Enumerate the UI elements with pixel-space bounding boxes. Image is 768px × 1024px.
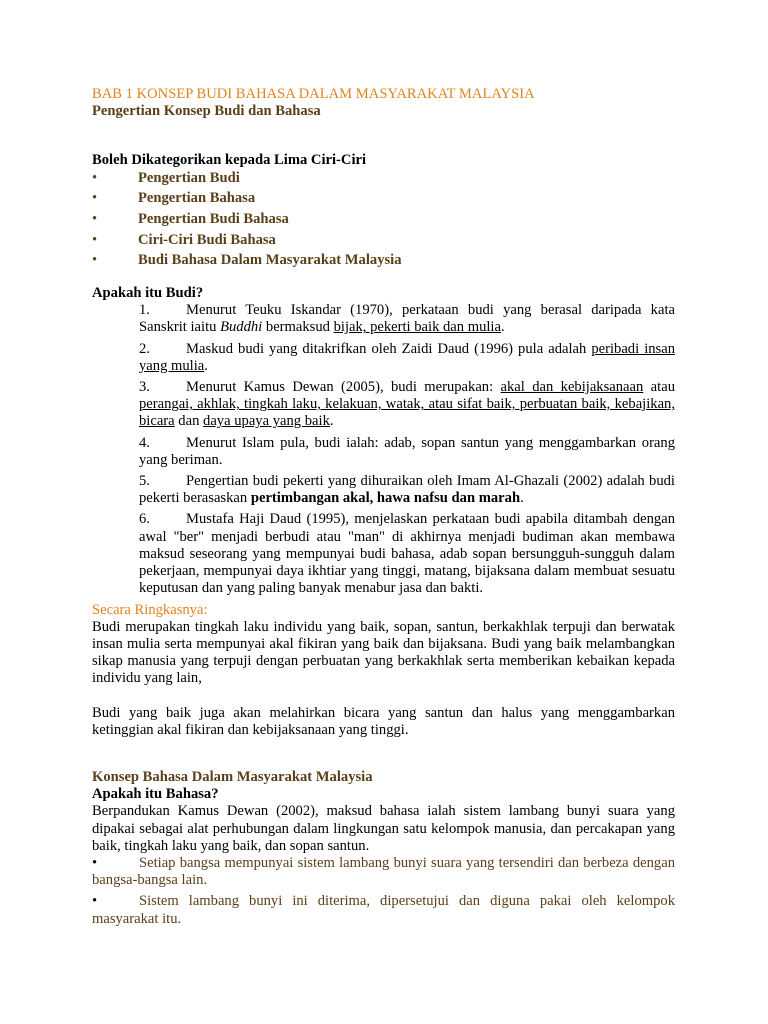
- bullet-icon: •: [92, 231, 98, 248]
- item-text: Maskud budi yang ditakrifkan oleh Zaidi Daud (1996) pula adalah: [186, 340, 592, 357]
- item-number: 5.: [139, 473, 150, 490]
- list-item: • Pengertian Budi Bahasa: [92, 210, 289, 227]
- bullet-icon: •: [92, 169, 98, 186]
- item-number: 3.: [139, 379, 150, 396]
- document-subtitle: Pengertian Konsep Budi dan Bahasa: [92, 103, 321, 120]
- list-item: • Ciri-Ciri Budi Bahasa: [92, 231, 276, 248]
- budi-item-4: [139, 435, 675, 469]
- budi-heading: Apakah itu Budi?: [92, 285, 204, 302]
- bullet-icon: •: [92, 252, 98, 269]
- item-text: Mustafa Haji Daud (1995), menjelaskan perkataan budi apabila ditambah dengan awal "ber" menjadi berbudi atau "man" di akhirnya menjadi budiman akan membawa maksud seseorang yang mempunyai budi bahasa, adab sopan bersungguh-sungguh dalam pekerjaan, mempunyai daya ikhtiar yang tinggi, matang, bijaksana dalam membuat sesuatu keputusan dan yang paling banyak menabur jasa dan bakti.: [139, 511, 675, 597]
- item-text: dan: [174, 413, 204, 430]
- item-number: 6.: [139, 511, 150, 528]
- budi-item-1: [139, 302, 675, 336]
- budi-item-3: [139, 379, 675, 431]
- bullet-icon: •: [92, 210, 98, 227]
- list-item: • Budi Bahasa Dalam Masyarakat Malaysia: [92, 252, 402, 269]
- item-text: .: [204, 357, 208, 374]
- budi-item-6: [139, 511, 675, 597]
- budi-item-2: [139, 341, 675, 375]
- item-text: atau: [643, 379, 675, 396]
- item-number: 4.: [139, 434, 150, 451]
- budi-item-5: [139, 473, 675, 507]
- item-number: 1.: [139, 302, 150, 319]
- categories-heading: Boleh Dikategorikan kepada Lima Ciri-Ciri: [92, 152, 367, 169]
- list-item: • Pengertian Bahasa: [92, 190, 256, 207]
- item-text: Buddhi: [220, 319, 263, 336]
- bullet-icon: •: [92, 190, 98, 207]
- summary-paragraph-2: Budi yang baik juga akan melahirkan bicara yang santun dan halus yang menggambarkan ketinggian akal fikiran dan kebijaksanaan yang tinggi.: [92, 704, 675, 738]
- list-item: • Pengertian Budi: [92, 169, 240, 186]
- item-text: peribadi insan yang mulia: [139, 340, 675, 374]
- bullet-icon: •: [92, 893, 98, 910]
- bahasa-heading: Apakah itu Bahasa?: [92, 786, 219, 803]
- list-item: • Sistem lambang bunyi ini diterima, dipersetujui dan diguna pakai oleh kelompok masyarakat itu.: [92, 893, 675, 927]
- summary-heading: Secara Ringkasnya:: [92, 601, 208, 618]
- bahasa-paragraph: Berpandukan Kamus Dewan (2002), maksud bahasa ialah sistem lambang bunyi suara yang dipakai sebagai alat perhubungan dalam lingkungan satu kelompok manusia, dan percakapan yang baik, tingkah laku yang baik, dan sopan santun.: [92, 803, 675, 854]
- item-text: daya upaya yang baik: [203, 413, 330, 430]
- item-text: Menurut Islam pula, budi ialah: adab, sopan santun yang menggambarkan orang yang beriman.: [139, 434, 675, 468]
- item-text: Menurut Teuku Iskandar (1970), perkataan budi yang berasal daripada kata Sanskrit iaitu: [139, 302, 675, 336]
- summary-paragraph-1: Budi merupakan tingkah laku individu yang baik, sopan, santun, berkakhlak terpuji dan berwatak insan mulia serta mempunyai akal fikiran yang baik dan bijaksana. Budi yang baik melambangkan sikap manusia yang terpuji dengan perbuatan yang berkakhlak serta memberikan kebaikan kepada individu yang lain,: [92, 618, 675, 687]
- list-item: • Setiap bangsa mempunyai sistem lambang bunyi suara yang tersendiri dan berbeza dengan bangsa-bangsa lain.: [92, 854, 675, 889]
- budi-items-list: [92, 302, 675, 597]
- document-page: [92, 86, 675, 932]
- categories-list: [92, 170, 675, 273]
- item-text: .: [520, 490, 524, 507]
- item-number: 2.: [139, 340, 150, 357]
- item-text: bermaksud: [262, 319, 334, 336]
- item-text: Pengertian budi pekerti yang dihuraikan oleh Imam Al-Ghazali (2002) adalah budi pekerti berasaskan: [139, 473, 675, 507]
- bullet-icon: •: [92, 854, 98, 871]
- item-text: .: [500, 319, 505, 336]
- item-text: perangai, akhlak, tingkah laku, kelakuan, watak, atau sifat baik, perbuatan baik, kebajikan, bicara: [139, 396, 675, 430]
- bahasa-section-heading: Konsep Bahasa Dalam Masyarakat Malaysia: [92, 768, 373, 785]
- item-text: Menurut Kamus Dewan (2005), budi merupakan:: [186, 379, 501, 396]
- item-text: akal dan kebijaksanaan: [500, 379, 644, 396]
- item-text: bijak, pekerti baik dan mulia: [333, 319, 501, 336]
- item-text: pertimbangan akal, hawa nafsu dan marah: [250, 490, 521, 507]
- document-title: BAB 1 KONSEP BUDI BAHASA DALAM MASYARAKAT MALAYSIA: [92, 86, 535, 102]
- item-text: .: [329, 413, 334, 430]
